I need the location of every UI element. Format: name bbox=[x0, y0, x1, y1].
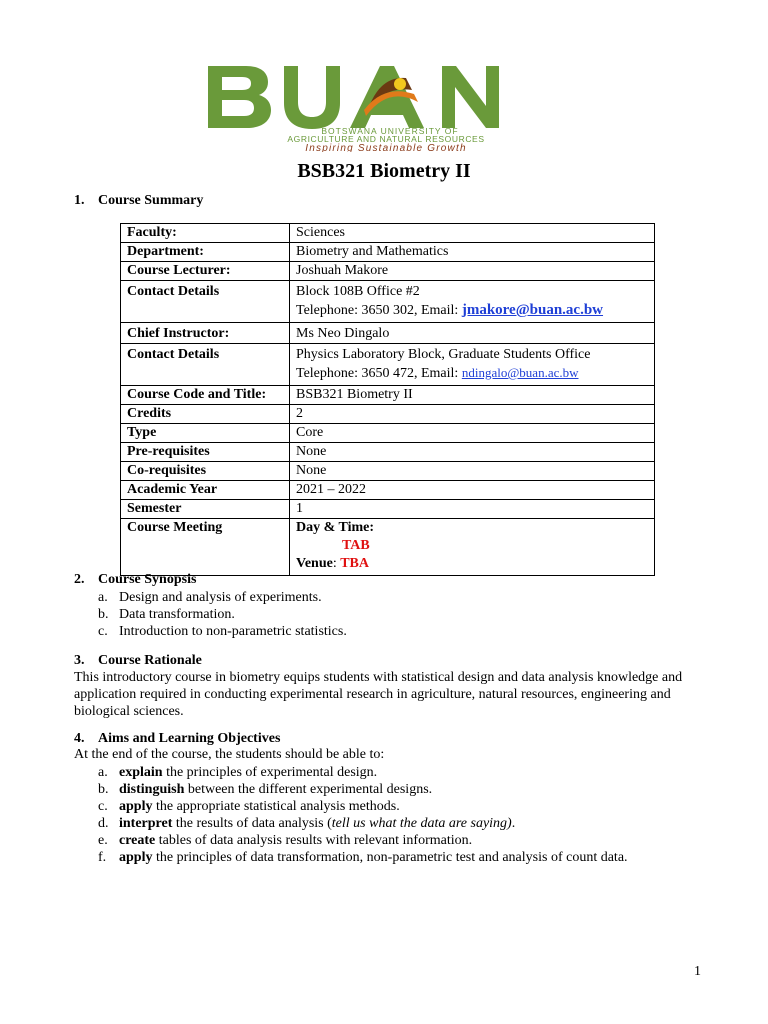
row-value: None bbox=[290, 462, 655, 481]
section-number: 3. bbox=[74, 653, 85, 668]
table-row bbox=[121, 386, 655, 405]
aim-text: the principles of data transformation, non-parametric test and analysis of count data. bbox=[152, 850, 628, 865]
list-text: Data transformation. bbox=[119, 607, 235, 622]
list-item bbox=[98, 606, 698, 623]
table-row bbox=[121, 424, 655, 443]
list-marker: f. bbox=[98, 850, 107, 865]
row-value bbox=[290, 344, 655, 386]
aim-verb: explain bbox=[119, 765, 163, 780]
row-key: Semester bbox=[121, 500, 290, 519]
table-row bbox=[121, 462, 655, 481]
table-row bbox=[121, 344, 655, 386]
list-item bbox=[98, 832, 698, 849]
list-item bbox=[98, 764, 698, 781]
table-row bbox=[121, 323, 655, 344]
table-row bbox=[121, 500, 655, 519]
row-key: Chief Instructor: bbox=[121, 323, 290, 344]
contact-phone: Telephone: 3650 302, Email: bbox=[296, 303, 462, 318]
aims-list bbox=[98, 764, 698, 866]
contact-phone: Telephone: 3650 472, Email: bbox=[296, 366, 462, 381]
buan-logo-graphic bbox=[200, 60, 572, 152]
section-heading-synopsis bbox=[74, 572, 196, 588]
section-title: Course Summary bbox=[98, 193, 204, 208]
document-title: BSB321 Biometry II bbox=[297, 160, 471, 182]
list-marker: b. bbox=[98, 782, 109, 797]
meeting-daytime-value: TAB bbox=[342, 538, 370, 553]
table-row bbox=[121, 224, 655, 243]
table-row bbox=[121, 262, 655, 281]
synopsis-list bbox=[98, 589, 698, 640]
row-key: Course Lecturer: bbox=[121, 262, 290, 281]
course-summary-table bbox=[120, 223, 655, 576]
row-key: Course Code and Title: bbox=[121, 386, 290, 405]
row-key: Contact Details bbox=[121, 281, 290, 323]
row-value: None bbox=[290, 443, 655, 462]
table-row bbox=[121, 519, 655, 576]
buan-logo bbox=[200, 60, 572, 152]
row-value: 2 bbox=[290, 405, 655, 424]
aim-text: the principles of experimental design. bbox=[162, 765, 378, 780]
row-value: 1 bbox=[290, 500, 655, 519]
contact-line2 bbox=[296, 301, 648, 320]
row-key: Faculty: bbox=[121, 224, 290, 243]
row-key: Contact Details bbox=[121, 344, 290, 386]
page-number: 1 bbox=[694, 964, 701, 979]
row-key: Academic Year bbox=[121, 481, 290, 500]
aim-verb: interpret bbox=[119, 816, 173, 831]
contact-line1: Block 108B Office #2 bbox=[296, 284, 420, 299]
aim-italic: tell us what the data are saying) bbox=[331, 816, 512, 831]
list-marker: a. bbox=[98, 590, 108, 605]
logo-line2: AGRICULTURE AND NATURAL RESOURCES bbox=[287, 134, 485, 144]
aim-tail: . bbox=[511, 816, 516, 831]
list-marker: e. bbox=[98, 833, 108, 848]
row-value: Core bbox=[290, 424, 655, 443]
row-value: Ms Neo Dingalo bbox=[290, 323, 655, 344]
row-value bbox=[290, 519, 655, 576]
section-title: Aims and Learning Objectives bbox=[98, 731, 281, 746]
list-marker: b. bbox=[98, 607, 109, 622]
list-text: Introduction to non-parametric statistics. bbox=[119, 624, 347, 639]
row-value: BSB321 Biometry II bbox=[290, 386, 655, 405]
section-title: Course Rationale bbox=[98, 653, 202, 668]
list-marker: c. bbox=[98, 624, 108, 639]
lecturer-email-link[interactable]: jmakore@buan.ac.bw bbox=[461, 302, 604, 318]
meeting-daytime-label: Day & Time: bbox=[296, 520, 375, 535]
aim-text: the results of data analysis ( bbox=[172, 816, 332, 831]
row-value: Biometry and Mathematics bbox=[290, 243, 655, 262]
section-heading-summary bbox=[74, 193, 203, 209]
list-item bbox=[98, 849, 698, 866]
row-key: Course Meeting bbox=[121, 519, 290, 576]
aims-intro: At the end of the course, the students should be able to: bbox=[74, 747, 385, 762]
table-row bbox=[121, 243, 655, 262]
row-value: 2021 – 2022 bbox=[290, 481, 655, 500]
table-row bbox=[121, 481, 655, 500]
row-key: Type bbox=[121, 424, 290, 443]
instructor-email-link[interactable]: ndingalo@buan.ac.bw bbox=[461, 365, 579, 380]
aim-verb: create bbox=[119, 833, 156, 848]
contact-line1: Physics Laboratory Block, Graduate Students Office bbox=[296, 347, 591, 362]
aim-text: between the different experimental designs. bbox=[184, 782, 433, 797]
aim-verb: distinguish bbox=[119, 782, 185, 797]
row-key: Department: bbox=[121, 243, 290, 262]
table-row bbox=[121, 281, 655, 323]
logo-tagline: Inspiring Sustainable Growth bbox=[305, 143, 467, 152]
list-item bbox=[98, 798, 698, 815]
venue-label: Venue bbox=[296, 556, 333, 571]
list-marker: d. bbox=[98, 816, 109, 831]
contact-line2 bbox=[296, 364, 648, 383]
aim-verb: apply bbox=[119, 850, 153, 865]
section-heading-rationale bbox=[74, 653, 202, 669]
list-item bbox=[98, 815, 698, 832]
aim-text: tables of data analysis results with relevant information. bbox=[155, 833, 473, 848]
table-row bbox=[121, 405, 655, 424]
section-heading-aims bbox=[74, 731, 280, 747]
section-number: 4. bbox=[74, 731, 85, 746]
row-value: Sciences bbox=[290, 224, 655, 243]
aim-verb: apply bbox=[119, 799, 153, 814]
list-marker: c. bbox=[98, 799, 108, 814]
logo-line1: BOTSWANA UNIVERSITY OF bbox=[321, 126, 459, 136]
list-marker: a. bbox=[98, 765, 108, 780]
list-item bbox=[98, 589, 698, 606]
row-key: Pre-requisites bbox=[121, 443, 290, 462]
row-key: Co-requisites bbox=[121, 462, 290, 481]
list-item bbox=[98, 781, 698, 798]
row-value bbox=[290, 281, 655, 323]
row-value: Joshuah Makore bbox=[290, 262, 655, 281]
section-number: 2. bbox=[74, 572, 85, 587]
list-text: Design and analysis of experiments. bbox=[119, 590, 322, 605]
row-key: Credits bbox=[121, 405, 290, 424]
section-title: Course Synopsis bbox=[98, 572, 197, 587]
table-row bbox=[121, 443, 655, 462]
venue-value: TBA bbox=[340, 556, 370, 571]
section-number: 1. bbox=[74, 193, 85, 208]
rationale-paragraph: This introductory course in biometry equips students with statistical design and data analysis knowledge and application required in conducting experimental research in agriculture, natural resources, engineering and biological sciences. bbox=[74, 670, 683, 719]
meeting-venue: Venue: TBA bbox=[296, 556, 370, 571]
list-item bbox=[98, 623, 698, 640]
aim-text: the appropriate statistical analysis methods. bbox=[152, 799, 400, 814]
